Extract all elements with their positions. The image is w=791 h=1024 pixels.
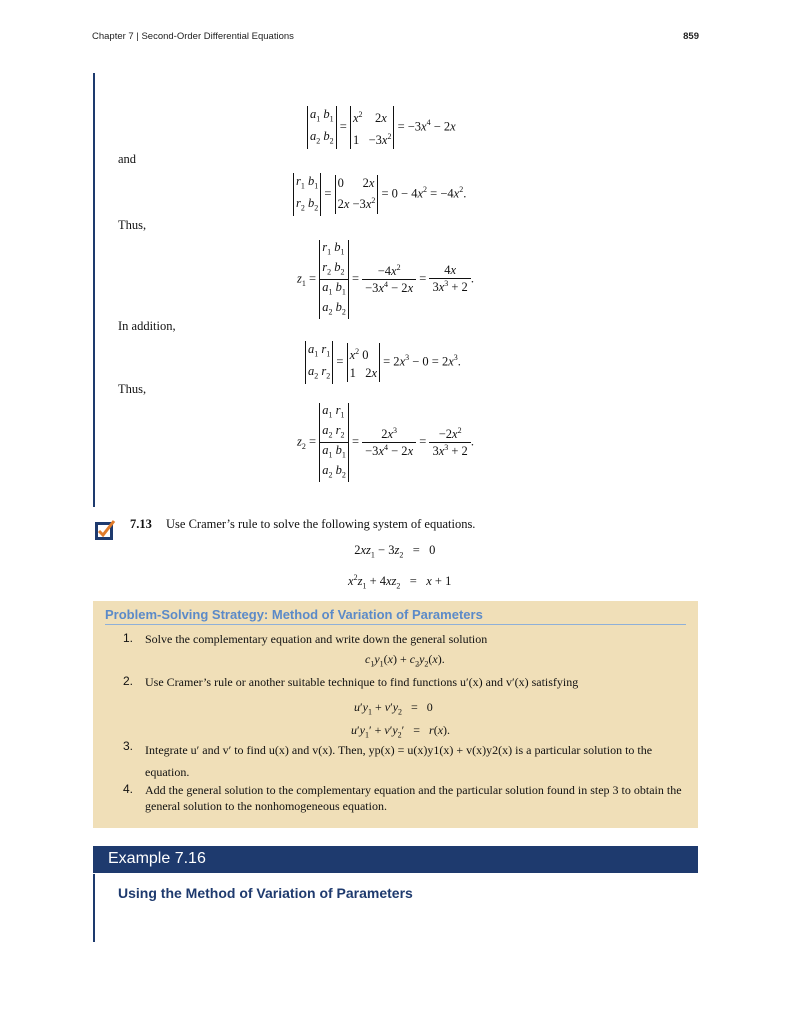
step-number: 3. [123,739,134,753]
strategy-title: Problem-Solving Strategy: Method of Variation of Parameters [105,607,483,622]
page-number: 859 [683,31,699,42]
strategy-box [93,601,698,828]
step-text: Use Cramer’s rule or another suitable technique to find functions u′(x) and v′(x) satisfying [145,675,579,689]
running-header-chapter: Chapter 7 | Second-Order Differential Equations [92,31,294,42]
equation-system: $2xz_1 - 3z_2 = 0$ $x^2z_1 + 4xz_2 = x + 1$ [348,543,452,591]
exercise-number: 7.13 [130,517,152,531]
text-thus-2: Thus, [118,382,147,396]
equation-general-solution: $c_1y_1(x) + c_2y_2(x)$. [365,652,445,669]
equation-z1: $z_1$ = $r_1$ $b_1$ $r_2$ $b_2$ $a_1$ $b_1$ $a_2$ $b_2$ = $\frac{-4x^2}{-3x^4 - 2x}$ = $\frac{4x}{3x^3 + 2}$ . [297,240,474,319]
margin-bar-top [93,73,95,507]
margin-bar-bottom [93,874,95,942]
strategy-divider [105,624,686,625]
checkpoint-icon [94,519,116,541]
equation-det-r2: $a_1$ $r_1$ $a_2$ $r_2$ = $x^2$ 0 1 2x = $2x^3 - 0 = 2x^3$. [305,341,461,384]
equation-z2: $z_2$ = $a_1$ $r_1$ $a_2$ $r_2$ $a_1$ $b_1$ $a_2$ $b_2$ = $\frac{2x^3}{-3x^4 - 2x}$ = $\frac{-2x^2}{3x^3 + 2}$ . [297,403,474,482]
step-text: Solve the complementary equation and write down the general solution [145,632,488,646]
example-title: Example 7.16 [108,850,206,867]
step-number: 4. [123,782,134,796]
step-number: 2. [123,674,134,688]
text-thus-1: Thus, [118,218,147,232]
step-number: 1. [123,631,134,645]
equation-det-w: $a_1$ $b_1$ $a_2$ $b_2$ = $x^2$ 2x $1 -3x^2$ = $-3x^4 - 2x$ [307,106,456,149]
step-text: Add the general solution to the complementary equation and the particular solution found in step 3 to obtain the general solution to the nonhomogeneous equation. [145,783,682,813]
equation-uv-system: $u'y_1 + v'y_2 = 0$ $u'y_1' + v'y_2' = r(x)$. [351,700,451,740]
equation-det-r1: $r_1$ $b_1$ $r_2$ $b_2$ = 0 2x $2x -3x^2$ = $0 - 4x^2 = -4x^2$. [293,173,466,216]
step-text: Integrate u′ and v′ to find u(x) and v(x). Then, yp(x) = u(x)y1(x) + v(x)y2(x) is a particular solution to the equation. [145,743,653,779]
example-header [93,846,698,873]
text-and: and [118,152,137,166]
example-subtitle: Using the Method of Variation of Parameters [118,885,413,901]
exercise-prompt: Use Cramer’s rule to solve the following system of equations. [166,517,476,531]
text-in-addition: In addition, [118,319,176,333]
